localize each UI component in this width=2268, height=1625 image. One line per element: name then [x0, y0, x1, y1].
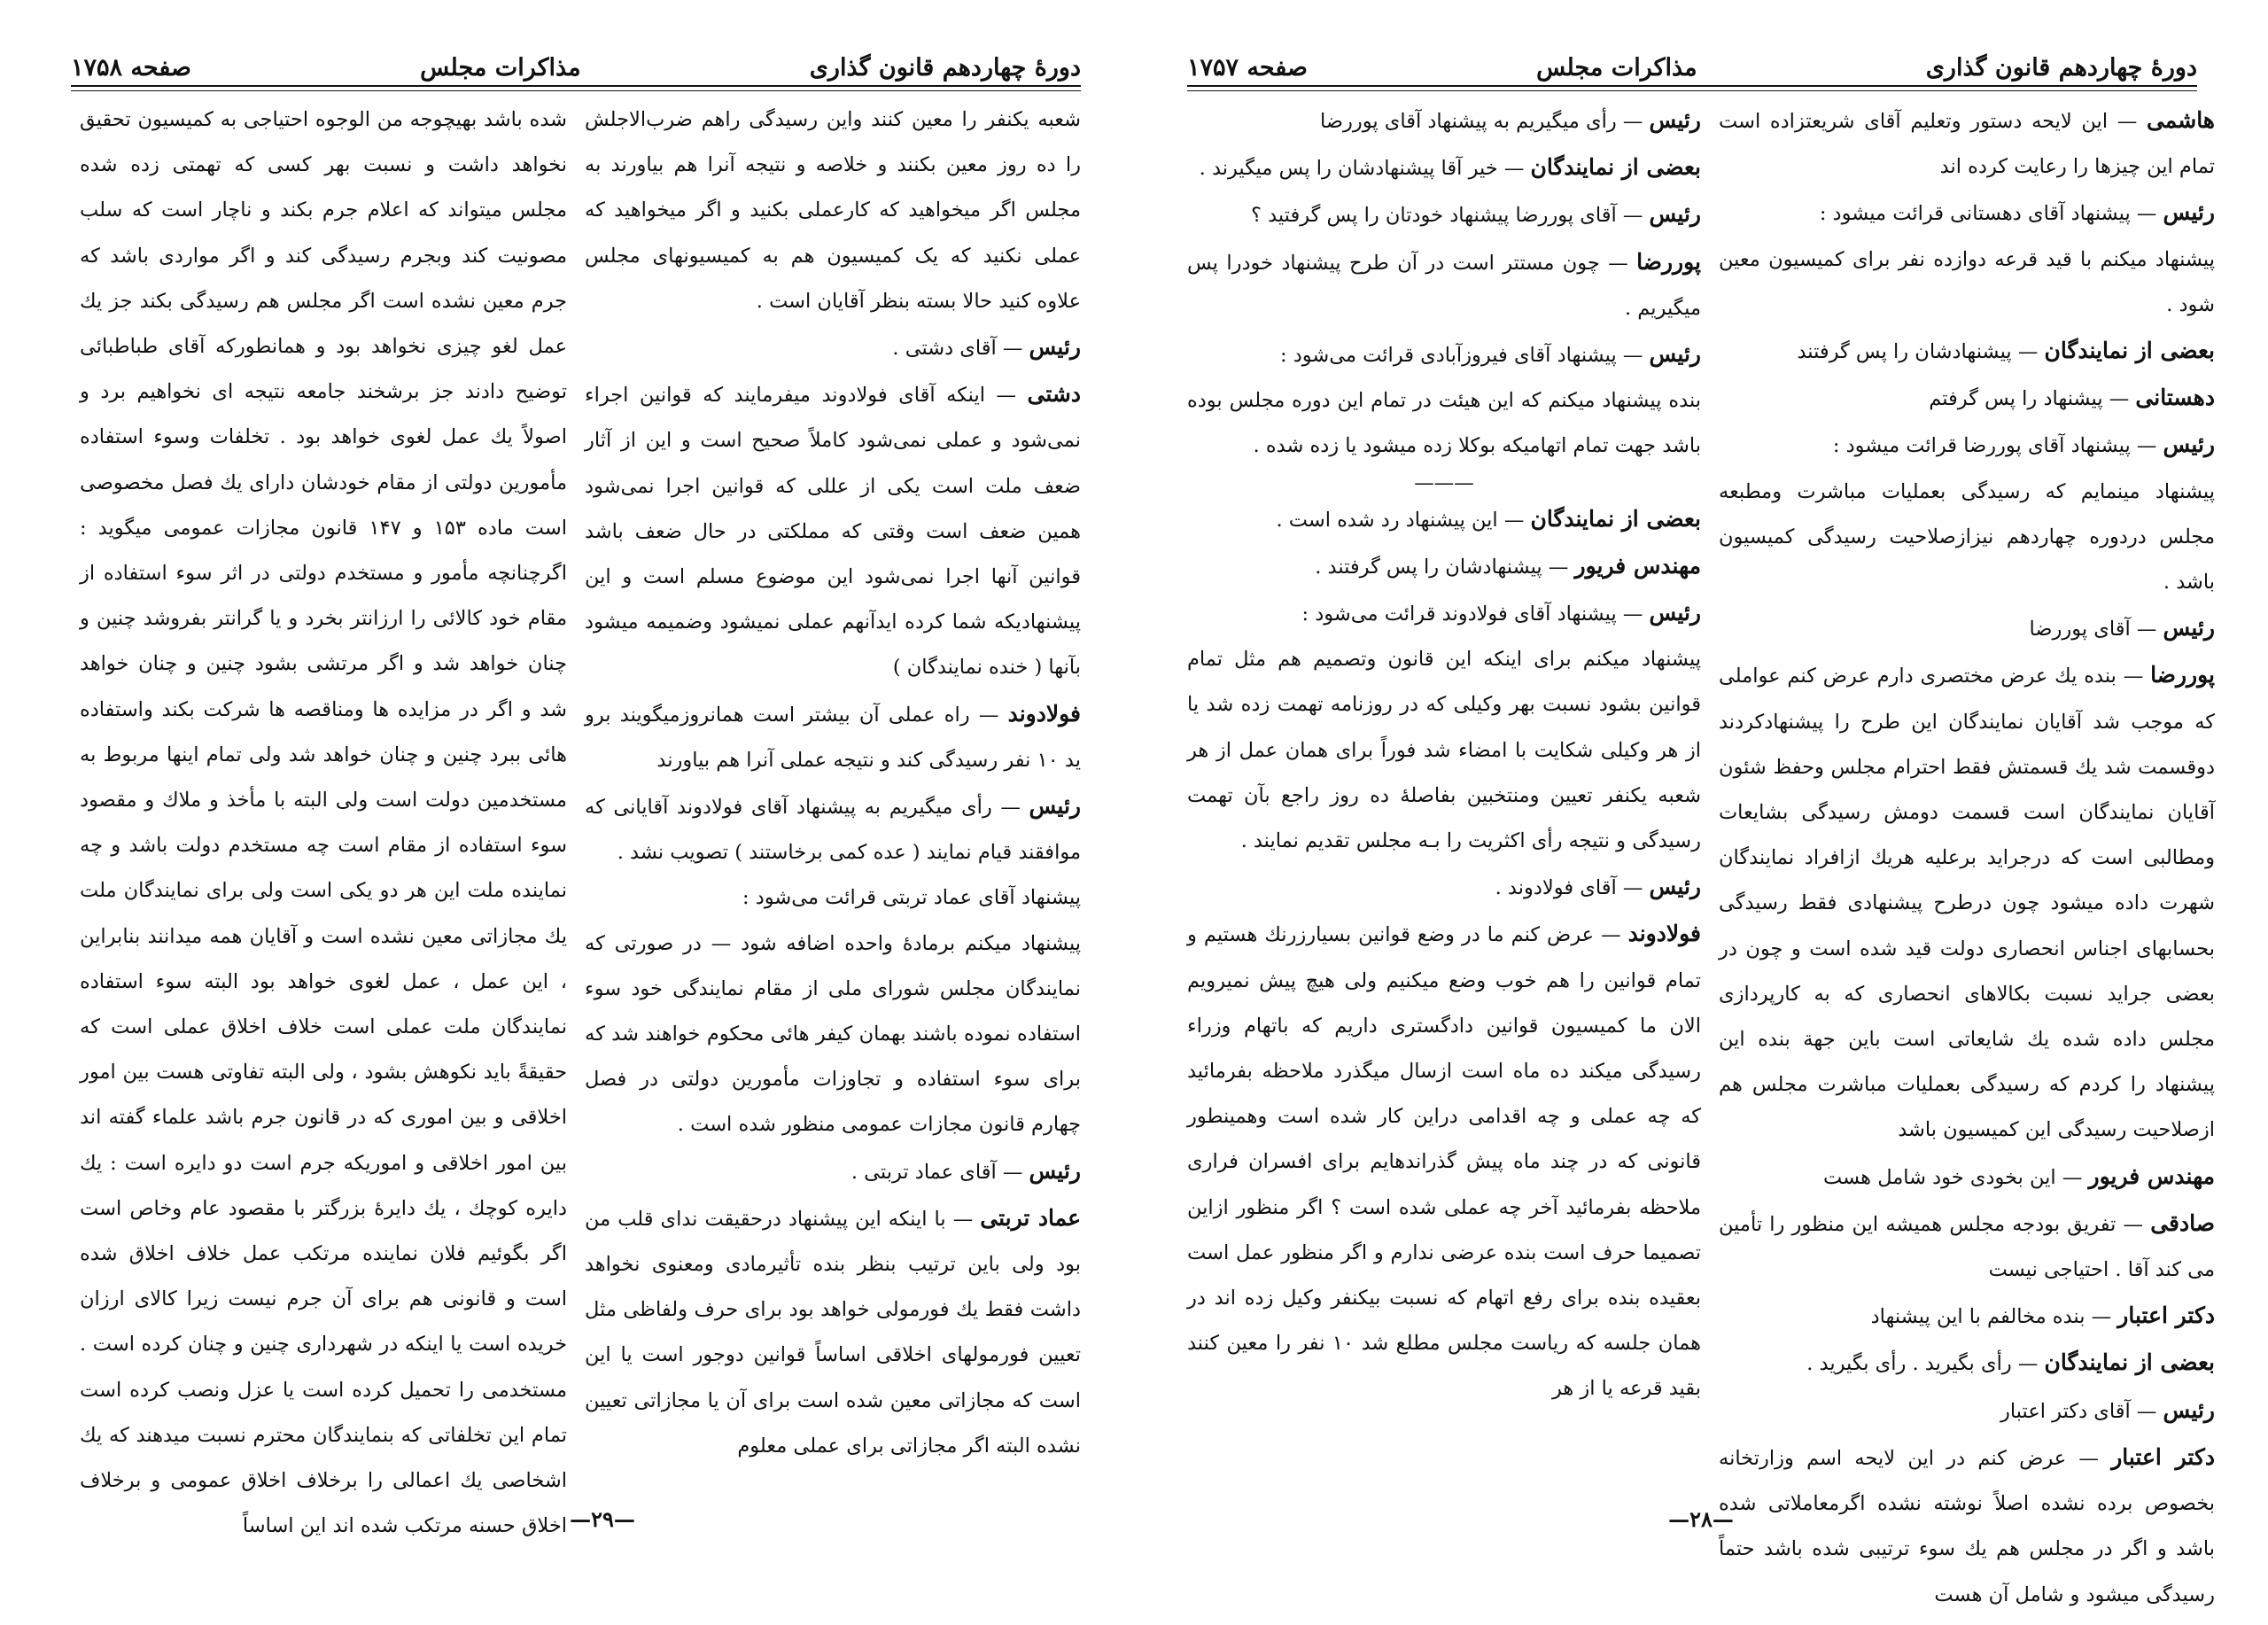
paragraph — [1719, 422, 2215, 469]
paragraph-text: — پیشنهاد آقای دهستانی قرائت میشود : — [1819, 202, 2157, 226]
speaker-name: رئیس — [2163, 1396, 2215, 1423]
session-label: دورهٔ چهاردهم قانون گذاری — [1925, 54, 2197, 82]
paragraph-text: — آقای دشتی . — [892, 337, 1023, 361]
paragraph — [1719, 605, 2215, 652]
paragraph — [1187, 590, 1701, 637]
paragraph-text: بنده پیشنهاد میکنم که این هیئت در تمام این دوره مجلس بوده باشد جهت تمام اتهامیکه بوکلا زده میشود یا زده شده . — [1187, 389, 1701, 458]
speaker-name: رئیس — [2163, 615, 2215, 641]
paragraph-text: — بنده مخالفم با این پیشنهاد — [1870, 1305, 2112, 1329]
paragraph — [1719, 237, 2215, 328]
section-divider: ——— — [1414, 470, 1474, 494]
speaker-name: بعضی از نمایندگان — [2044, 1349, 2215, 1376]
paragraph — [1719, 97, 2215, 190]
text-column-left — [80, 97, 567, 1538]
center-title: مذاکرات مجلس — [420, 54, 581, 82]
paragraph-text: — آقای پوررضا پیشنهاد خودتان را پس گرفتید ؟ — [1250, 204, 1643, 228]
paragraph — [1187, 543, 1701, 590]
speaker-name: رئیس — [1649, 107, 1701, 133]
speaker-name: مهندس فریور — [1574, 552, 1701, 579]
paragraph — [1187, 911, 1701, 1411]
paragraph-text: — آقای فولادوند . — [1495, 876, 1643, 900]
speaker-name: بعضی از نمایندگان — [1530, 505, 1701, 532]
paragraph-text: شعبه یکنفر را معین کنند واین رسیدگی راهم ضرب‌الاجلش را ده روز معین بکنند و خلاصه و نتیجه آنرا هم بیاورند به مجلس اگر میخواهید که کارعملی بکنید و اگر میخواهید که عملی نکنید که یک کمیسیون هم به کمیسیونهای مجلس علاوه کنید حالا بسته بنظر آقایان است . — [585, 108, 1081, 313]
paragraph-text: — عرض کنم در این لایحه اسم وزارتخانه بخصوص برده نشده اصلاً نوشته نشده اگرمعاملاتی شده باشد و اگر در مجلس هم یك سوء ترتیبی شده باشد حتماً رسیدگی میشود و شامل آن هست — [1719, 1446, 2215, 1606]
paragraph-text: — پیشنهاد آقای فولادوند قرائت می‌شود : — [1301, 603, 1643, 626]
page-number-label: صفحه ۱۷۵۷ — [1187, 54, 1308, 82]
paragraph — [585, 1195, 1081, 1469]
page-1757 — [1134, 0, 2268, 1625]
paragraph-text: پیشنهاد آقای عماد تربتی قرائت می‌شود : — [742, 886, 1081, 910]
paragraph — [1719, 1388, 2215, 1435]
paragraph — [1187, 331, 1701, 378]
speaker-name: رئیس — [2163, 432, 2215, 458]
paragraph-text: — خیر آقا پیشنهادشان را پس میگیرند . — [1199, 157, 1525, 181]
paragraph-text: پیشنهاد میکنم برمادهٔ واحده اضافه شود — در صورتی که نمایندگان مجلس شورای ملی از مقام نمایندگی خود سوء استفاده نموده باشند بهمان کیفر هائی محکوم خواهند شد که برای سوء استفاده و تجاوزات مأمورین دولتی در فصل چهارم قانون مجازات عمومی منظور شده است . — [585, 931, 1081, 1137]
paragraph — [1187, 191, 1701, 238]
paragraph-text: — تفریق بودجه مجلس همیشه این منظور را تأمین می کند آقا . احتیاجی نیست — [1719, 1212, 2215, 1282]
text-column-left — [1187, 97, 1701, 1515]
paragraph — [1187, 97, 1701, 144]
paragraph-text: — با اینکه این پیشنهاد درحقیقت ندای قلب من بود ولی باین ترتیب بنظر بنده تأثیرمادی ومعنوی نخواهد داشت فقط یك فورمولی خواهد بود برای حرف ولفاظی مثل تعیین فورمولهای اخلاقی اساساً قوانین دوجور است یا این است که مجازاتی معین شده است برای آن یا مجازاتی تعیین نشده البته اگر مجازاتی برای عملی معلوم — [585, 1207, 1081, 1458]
paragraph-text: — رأی میگیریم به پیشنهاد آقای فولادوند آقایانی که موافقند قیام نمایند ( عده کمی برخاستند ) تصویب نشد . — [585, 796, 1081, 865]
speaker-name: فولادوند — [1627, 921, 1702, 947]
paragraph — [1719, 190, 2215, 237]
paragraph-text: — این پیشنهاد رد شده است . — [1276, 508, 1525, 532]
paragraph-text: — رأی بگیرید . رأی بگیرید . — [1806, 1352, 2039, 1376]
paragraph-text: — پیشنهادشان را پس گرفتند — [1797, 340, 2039, 364]
speaker-name: دشتی — [1027, 381, 1081, 408]
paragraph — [1719, 1293, 2215, 1340]
speaker-name: پوررضا — [2150, 662, 2215, 688]
paragraph — [1719, 470, 2215, 606]
paragraph — [1187, 864, 1701, 911]
speaker-name: فولادوند — [1007, 700, 1081, 727]
paragraph — [1187, 637, 1701, 864]
paragraph-text: — راه عملی آن بیشتر است همانروزمیگویند برو ید ۱۰ نفر رسیدگی کند و نتیجه عملی آنرا هم بیاورند — [585, 703, 1081, 772]
speaker-name: صادقی — [2150, 1209, 2215, 1236]
paragraph-text: — بنده یك عرض مختصری دارم عرض کنم عواملی که موجب شد آقایان نمایندگان این طرح را پیشنهادکردند دوقسمت شد یك قسمتش فقط احترام مجلس وحفظ شئون آقایان نمایندگان است قسمت دومش رسیدگی بشایعات ومطالبی است که درجراید برعلیه هریك ازافراد نمایندگان شهرت داده میشود چون درطرح پیشنهادی فقط رسیدگی بحسابهای اجناس انحصاری دولت قید شده است و چون در بعضی جراید نسبت بکالاهای انحصاری که به کارپردازی مجلس داده شده یك شایعاتی است باین جهة بنده این پیشنهاد را کردم که رسیدگی بعملیات مباشرت مجلس هم ازصلاحیت رسیدگی این کمیسیون باشد — [1719, 665, 2215, 1142]
speaker-name: دکتر اعتبار — [2117, 1302, 2215, 1329]
paragraph — [585, 324, 1081, 371]
paragraph — [1187, 144, 1701, 191]
paragraph — [585, 97, 1081, 324]
page-header — [71, 35, 1081, 82]
paragraph — [1719, 1154, 2215, 1201]
paragraph — [80, 97, 567, 1550]
paragraph-text: پیشنهاد میکنم با قید قرعه دوازده نفر برای کمیسیون معین شود . — [1719, 247, 2215, 316]
text-column-right — [585, 97, 1081, 1515]
text-column-right — [1719, 97, 2216, 1606]
speaker-name: دکتر اعتبار — [2111, 1443, 2216, 1470]
paragraph — [1719, 652, 2215, 1153]
speaker-name: رئیس — [1649, 874, 1701, 900]
speaker-name: بعضی از نمایندگان — [1530, 154, 1701, 181]
header-rule — [71, 85, 1081, 91]
folio-number: —۲۹— — [570, 1506, 635, 1532]
paragraph-text: — پیشنهاد را پس گرفتم — [1929, 387, 2130, 411]
paragraph-text: — پیشنهادشان را پس گرفتند . — [1315, 555, 1569, 579]
paragraph-text: — رأی میگیریم به پیشنهاد آقای پوررضا — [1320, 110, 1643, 133]
paragraph — [1719, 1340, 2215, 1387]
folio-number: —۲۸— — [1668, 1506, 1734, 1532]
paragraph — [1187, 378, 1701, 469]
paragraph — [585, 783, 1081, 875]
paragraph-text: — آقای دکتر اعتبار — [2000, 1399, 2157, 1423]
paragraph — [585, 875, 1081, 921]
paragraph-text: — پیشنهاد آقای پوررضا قرائت میشود : — [1832, 434, 2157, 458]
paragraph-text: — آقای پوررضا — [2029, 618, 2157, 641]
speaker-name: رئیس — [1029, 1157, 1081, 1184]
speaker-name: رئیس — [2163, 199, 2215, 226]
paragraph — [1187, 239, 1701, 331]
paragraph — [1719, 328, 2215, 375]
page-number-label: صفحه ۱۷۵۸ — [71, 54, 191, 82]
paragraph-text: — این لایحه دستور وتعلیم آقای شریعتزاده است تمام این چیزها را رعایت کرده اند — [1719, 110, 2215, 179]
speaker-name: عماد تربتی — [980, 1204, 1082, 1231]
paragraph — [585, 691, 1081, 783]
paragraph-text: — عرض کنم ما در وضع قوانین بسیارزرنك هستیم و تمام قوانین را هم خوب وضع میکنیم ولی هیچ پیش نمیرویم الان ما کمیسیون قوانین دادگستری داریم که باتهام وزراء رسیدگی میکند ده ماه است ازسال میگذرد ملاحظه بفرمائید که چه عملی و چه اقدامی دراین کار شده است وهمینطور قانونی که در چند ماه پیش گذراندهایم برای افسران فراری ملاحظه بفرمائید آخر چه عملی شده است ؟ اگر منظور ازاین تصمیما حرف است بنده عرضی ندارم و اگر منظور عمل است بعقیده بنده برای رفع اتهام که نسبت بیکنفر وکیل زده اند در همان جلسه که ریاست مجلس مطلع شد ۱۰ نفر را معین کنند بقید قرعه یا از هر — [1187, 923, 1701, 1401]
speaker-name: بعضی از نمایندگان — [2044, 338, 2215, 364]
paragraph — [1719, 1201, 2215, 1293]
paragraph — [585, 371, 1081, 690]
speaker-name: دهستانی — [2135, 385, 2215, 411]
speaker-name: رئیس — [1649, 600, 1701, 626]
speaker-name: پوررضا — [1636, 248, 1701, 275]
paragraph — [1719, 375, 2215, 422]
paragraph-text: — آقای عماد تربتی . — [850, 1160, 1023, 1184]
session-label: دورهٔ چهاردهم قانون گذاری — [809, 54, 1081, 82]
speaker-name: رئیس — [1649, 201, 1701, 228]
paragraph-text: شده باشد بهیچوجه من الوجوه احتیاجی به کمیسیون تحقیق نخواهد داشت و نسبت بهر کسی که تهمتی زده شده مجلس میتواند که اعلام جرم بکند و ناچار است که سلب مصونیت کند وبجرم رسیدگی کند و اگر مواردی باشد که جرم معین نشده است اگر مجلس هم رسیدگی بکند جز یك عمل لغو چیزی نخواهد بود و همانطورکه آقای طباطبائی توضیح دادند جز برشخند جامعه نتیجه ای نخواهیم برد و اصولاً یك عمل لغوی خواهد بود . تخلفات وسوء استفاده مأمورین دولتی از مقام خودشان دارای یك فصل مخصوصی است ماده ۱۵۳ و ۱۴۷ قانون مجازات عمومی میگوید : اگرچنانچه مأمور و مستخدم دولتی در اثر سوء استفاده از مقام خود کالائی را ارزانتر بخرد و یا گرانتر بفروشد چنین و چنان خواهد شد و اگر مرتشی بشود چنین و چنان خواهد شد و اگر در مزایده ها ومناقصه ها شرکت بکند واستفاده هائی ببرد چنین و چنان خواهد شد ولی تمام اینها مربوط به مستخدمین دولت است ولی البته با مأخذ و ملاك و مقصود سوء استفاده از مقام است چه مستخدم دولت باشد و چه نماینده ملت این هر دو یکی است ولی برای نمایندگان ملت یك مجازاتی معین نشده است و آقایان همه میدانند بنابراین ، این عمل ، عمل لغوی خواهد بود البته سوء استفاده نمایندگان ملت عملی است خلاف اخلاق عملی است که حقیقةً باید نکوهش بشود ، ولی البته تفاوتی هست بین امور اخلاقی و بین اموری که در قانون جرم باشد علماء گفته اند بین امور اخلاقی و اموریکه جرم است دو دایره است : یك دایره کوچك ، یك دایرهٔ بزرگتر با مقصود عام وخاص است اگر بگوئیم فلان نماینده مرتکب عمل خلاف اخلاق شده است و قانونی هم برای آن جرم نیست زیرا کالای ارزان خریده است یا اینکه در شهرداری چنین و چنان کرده است . مستخدمی را تحمیل کرده است یا عزل ونصب کرده است تمام این تخلفاتی که بنمایندگان محترم نسبت میدهند که یك اشخاصی یك اعمالی را برخلاف اخلاق عمومی و برخلاف اخلاق حسنه مرتکب شده اند این اساساً — [80, 108, 567, 1538]
speaker-name: رئیس — [1029, 334, 1081, 361]
paragraph — [585, 1148, 1081, 1195]
paragraph — [585, 921, 1081, 1148]
speaker-name: رئیس — [1649, 341, 1701, 368]
header-rule — [1187, 85, 2197, 91]
paragraph-text: پیشنهاد میکنم برای اینکه این قانون وتصمیم هم مثل تمام قوانین بشود نسبت بهر وکیلی که در روزنامه تهمت زده شد یا از هر وکیلی شکایت با امضاء شد فوراً برای همان عمل از هر شعبه یکنفر تعیین ومنتخبین بفاصلهٔ ده روز راجع بآن تهمت رسیدگی و نتیجه رأی اکثریت را بـه مجلس تقدیم نمایند . — [1187, 648, 1701, 853]
paragraph-text: — اینکه آقای فولادوند میفرمایند که قوانین اجراء نمی‌شود و عملی نمی‌شود کاملاً صحیح است و این از آثار ضعف ملت است یکی از عللی که قوانین اجرا نمی‌شود همین ضعف است وقتی که مملکتی در حال ضعف باشد قوانین آنها اجرا نمی‌شود این موضوع مسلم است و این پیشنهادیکه شما کرده ایدآنهم عملی نمیشود وضمیمه میشود بآنها ( خنده نمایندگان ) — [585, 384, 1081, 680]
speaker-name: رئیس — [1029, 793, 1081, 820]
paragraph-text: — چون مستتر است در آن طرح پیشنهاد خودرا پس میگیریم . — [1187, 251, 1701, 320]
center-title: مذاکرات مجلس — [1536, 54, 1697, 82]
paragraph-text: — این بخودی خود شامل هست — [1823, 1165, 2083, 1189]
paragraph-text: پیشنهاد مینمایم که رسیدگی بعملیات مباشرت ومطبعه مجلس دردوره چهاردهم نیزازصلاحیت رسیدگی کمیسیون باشد . — [1719, 479, 2215, 595]
paragraph — [1187, 496, 1701, 543]
paragraph — [1719, 1435, 2215, 1618]
speaker-name: هاشمی — [2146, 107, 2215, 133]
speaker-name: مهندس فریور — [2088, 1162, 2215, 1189]
paragraph-text: — پیشنهاد آقای فیروزآبادی قرائت می‌شود : — [1279, 344, 1643, 368]
page-header — [1187, 35, 2197, 82]
